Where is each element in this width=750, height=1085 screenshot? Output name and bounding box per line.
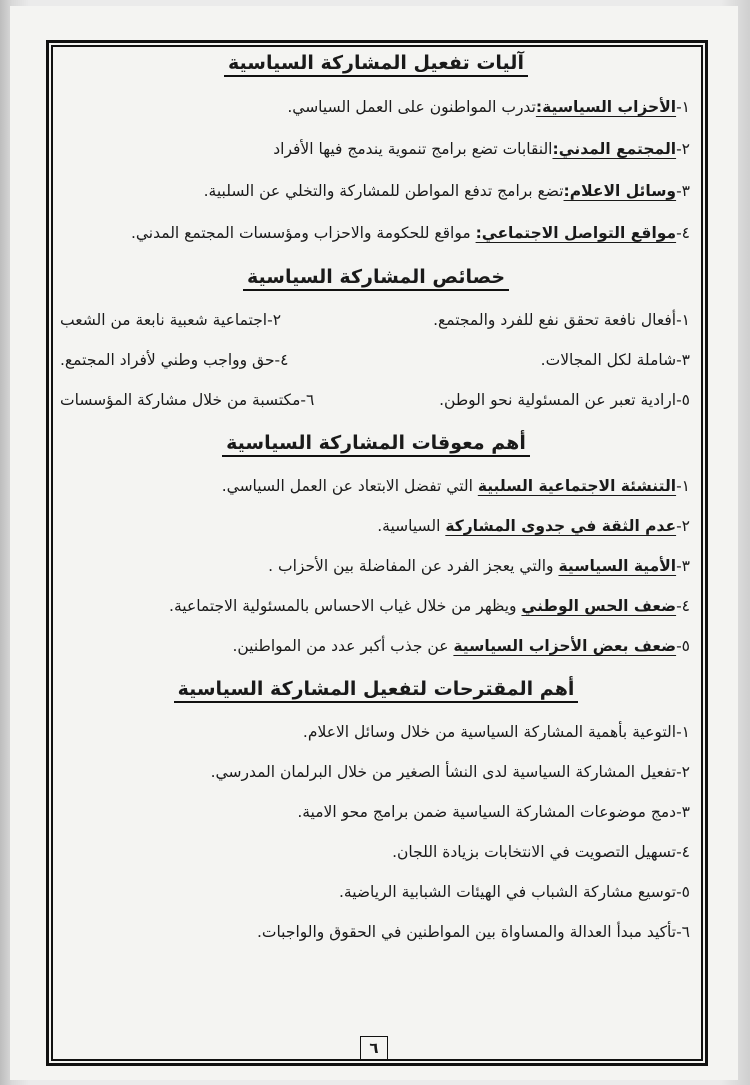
section-title-obstacles: أهم معوقات المشاركة السياسية: [56, 426, 696, 466]
list-item: ٣-وسائل الاعلام:تضع برامج تدفع المواطن للمشاركة والتخلي عن السلبية.: [203, 182, 690, 200]
list-item: ٥-ضعف بعض الأحزاب السياسية عن جذب أكبر عدد من المواطنين.: [232, 637, 690, 655]
section-title-characteristics: خصائص المشاركة السياسية: [56, 260, 696, 300]
list-item: ٤-ضعف الحس الوطني ويظهر من خلال غياب الاحساس بالمسئولية الاجتماعية.: [169, 597, 690, 615]
page-content: [56, 46, 696, 952]
list-item: ١-الأحزاب السياسية:تدرب المواطنون على العمل السياسي.: [287, 98, 690, 116]
list-item: ٥-توسيع مشاركة الشباب في الهيئات الشبابية الرياضية.: [338, 883, 690, 901]
list-item: ١-التنشئة الاجتماعية السلبية التي تفضل الابتعاد عن العمل السياسي.: [221, 477, 690, 495]
page-number: ٦: [10, 1036, 738, 1060]
list-item: ٦-تأكيد مبدأ العدالة والمساواة بين المواطنين في الحقوق والواجبات.: [256, 923, 690, 941]
list-item: ٢-تفعيل المشاركة السياسية لدى النشأ الصغير من خلال البرلمان المدرسي.: [210, 763, 690, 781]
list-item: ٢-المجتمع المدني:النقابات تضع برامج تنموية يندمج فيها الأفراد: [273, 140, 690, 158]
list-item: ٣-الأمية السياسية والتي يعجز الفرد عن المفاضلة بين الأحزاب .: [268, 557, 690, 575]
list-item: ٣-دمج موضوعات المشاركة السياسية ضمن برامج محو الامية.: [297, 803, 690, 821]
document-page: [10, 6, 738, 1080]
section-title-mechanisms: آليات تفعيل المشاركة السياسية: [56, 46, 696, 86]
list-item: ٤-تسهيل التصويت في الانتخابات بزيادة اللجان.: [392, 843, 690, 861]
list-item: ١-التوعية بأهمية المشاركة السياسية من خلال وسائل الاعلام.: [302, 723, 690, 741]
list-item: ٤-مواقع التواصل الاجتماعي: مواقع للحكومة والاحزاب ومؤسسات المجتمع المدني.: [130, 224, 690, 242]
list-row: ١-أفعال نافعة تحقق نفع للفرد والمجتمع. ٢-اجتماعية شعبية نابعة من الشعب: [60, 311, 690, 329]
section-title-proposals: أهم المقترحات لتفعيل المشاركة السياسية: [56, 672, 696, 712]
list-row: ٣-شاملة لكل المجالات. ٤-حق وواجب وطني لأفراد المجتمع.: [60, 351, 690, 369]
list-row: ٥-ارادية تعبر عن المسئولية نحو الوطن. ٦-مكتسبة من خلال مشاركة المؤسسات: [60, 391, 690, 409]
list-item: ٢-عدم الثقة في جدوى المشاركة السياسية.: [377, 517, 690, 535]
